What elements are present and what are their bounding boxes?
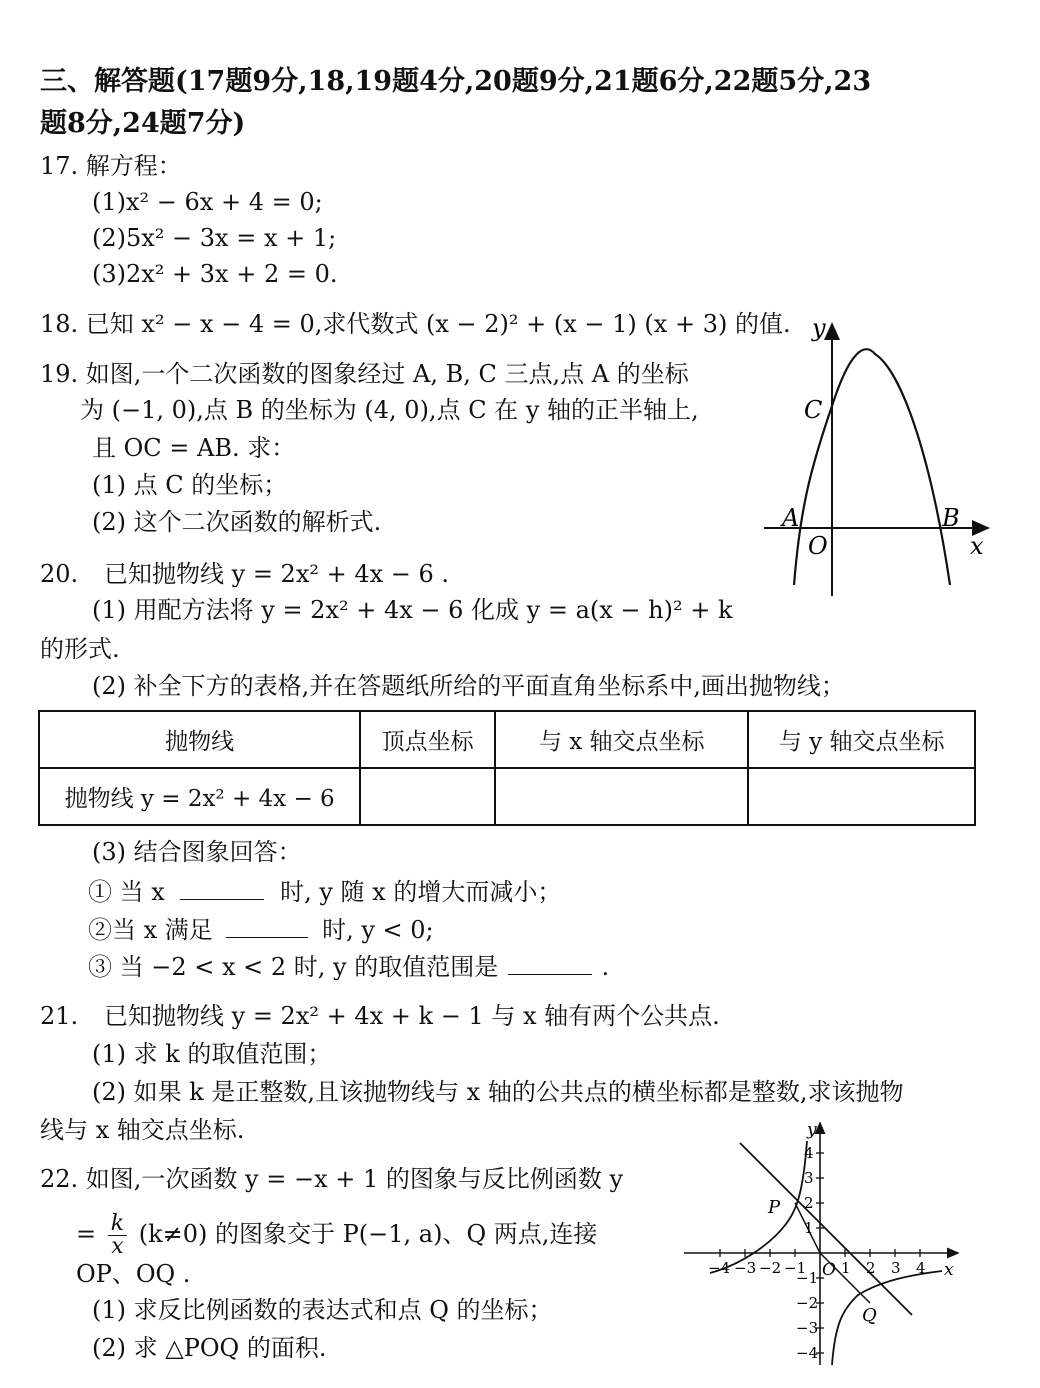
q19-part1: (1) 点 C 的坐标；: [92, 471, 288, 499]
x-tick-label: −4: [708, 1259, 731, 1277]
q20-sub2-suffix: 时, y < 0;: [322, 916, 434, 944]
y-tick-label: −3: [796, 1319, 819, 1337]
q22-line2: [76, 1213, 597, 1258]
y-tick-label: 4: [804, 1144, 814, 1162]
q22-fraction-denominator: x: [111, 1234, 124, 1259]
q18-stem: 18. 已知 x² − x − 4 = 0,求代数式 (x − 2)² + (x − 1) (x + 3) 的值.: [40, 310, 791, 338]
q19-part2: (2) 这个二次函数的解析式.: [92, 508, 382, 536]
q20-sub2-blank[interactable]: [226, 915, 308, 938]
x-tick-label: 2: [866, 1259, 876, 1277]
q20-part2: (2) 补全下方的表格,并在答题纸所给的平面直角坐标系中,画出抛物线；: [92, 672, 845, 700]
x-tick-label: −2: [759, 1259, 782, 1277]
section-title-line2: 题8分,24题7分): [40, 108, 246, 139]
q20-number: 20.: [40, 560, 79, 588]
hyperbola-branch-right: [832, 1271, 942, 1365]
q22-line2-rest: (k≠0) 的图象交于 P(−1, a)、Q 两点,连接: [138, 1220, 598, 1248]
q22-part1: (1) 求反比例函数的表达式和点 Q 的坐标；: [92, 1296, 553, 1324]
q20-sub3-suffix: .: [601, 953, 610, 981]
q20-sub3-prefix: ③ 当 −2 < x < 2 时, y 的取值范围是: [88, 953, 499, 981]
q17-part3: (3)2x² + 3x + 2 = 0.: [92, 260, 338, 288]
origin-label: O: [822, 1260, 836, 1280]
cell-vertex-blank[interactable]: [360, 768, 495, 825]
q20-stem: 已知抛物线 y = 2x² + 4x − 6 .: [104, 560, 450, 588]
x-tick-label: −3: [734, 1259, 757, 1277]
y-tick-label: 1: [804, 1219, 814, 1237]
y-tick-label: 2: [804, 1194, 814, 1212]
q17-stem: 17. 解方程：: [40, 152, 182, 180]
q20-part3: (3) 结合图象回答：: [92, 838, 302, 866]
q22-fraction: [108, 1213, 127, 1258]
x-tick-label: −1: [784, 1259, 807, 1277]
q20-sub3-blank[interactable]: [508, 952, 592, 975]
q20-sub3: [88, 952, 609, 979]
point-q-label: Q: [862, 1305, 877, 1326]
header-vertex: 顶点坐标: [360, 711, 495, 768]
point-b-label: B: [942, 504, 960, 532]
x-axis-label: x: [944, 1260, 954, 1280]
cell-x-intercepts-blank[interactable]: [495, 768, 748, 825]
q19-line3: 且 OC = AB. 求：: [92, 434, 296, 462]
q20-part1-line1: (1) 用配方法将 y = 2x² + 4x − 6 化成 y = a(x − h)² + k: [92, 596, 733, 624]
point-c-label: C: [804, 396, 823, 424]
point-p-label: P: [768, 1197, 781, 1218]
linear-function-line: [740, 1143, 912, 1315]
q22-part2: (2) 求 △POQ 的面积.: [92, 1334, 327, 1362]
cell-y-intercept-blank[interactable]: [748, 768, 975, 825]
q22-line1: 22. 如图,一次函数 y = −x + 1 的图象与反比例函数 y: [40, 1165, 624, 1193]
q21-part1: (1) 求 k 的取值范围；: [92, 1040, 332, 1068]
q21-stem: 已知抛物线 y = 2x² + 4x + k − 1 与 x 轴有两个公共点.: [104, 1002, 720, 1030]
y-tick-label: −1: [796, 1269, 819, 1287]
header-parabola: 抛物线: [39, 711, 360, 768]
q20-sub2: [88, 915, 434, 942]
header-y-intercept: 与 y 轴交点坐标: [748, 711, 975, 768]
y-axis-label: y: [812, 314, 826, 342]
q21-part2-line2: 线与 x 轴交点坐标.: [40, 1116, 245, 1144]
point-a-label: A: [782, 504, 800, 532]
q17-part2: (2)5x² − 3x = x + 1;: [92, 224, 337, 252]
q22-line3: OP、OQ .: [76, 1260, 191, 1288]
y-tick-label: −4: [796, 1344, 819, 1362]
q20-sub1-blank[interactable]: [180, 877, 264, 900]
y-tick-label: 3: [804, 1169, 814, 1187]
q19-line1: 19. 如图,一个二次函数的图象经过 A, B, C 三点,点 A 的坐标: [40, 360, 689, 388]
header-x-intercepts: 与 x 轴交点坐标: [495, 711, 748, 768]
q17-part1: (1)x² − 6x + 4 = 0;: [92, 188, 323, 216]
q20-sub1-prefix: ① 当 x: [88, 878, 165, 906]
x-tick-label: 3: [891, 1259, 901, 1277]
q20-sub2-prefix: ②当 x 满足: [88, 916, 213, 944]
origin-label: O: [808, 532, 828, 560]
q20-answer-table: [38, 710, 976, 826]
section-title-line1: 三、解答题(17题9分,18,19题4分,20题9分,21题6分,22题5分,23: [40, 66, 872, 97]
q22-fraction-numerator: k: [108, 1213, 127, 1236]
q20-sub1-suffix: 时, y 随 x 的增大而减小；: [280, 878, 562, 906]
x-axis-label: x: [970, 532, 984, 560]
table-header-row: [39, 711, 975, 768]
table-row: [39, 768, 975, 825]
q19-line2: 为 (−1, 0),点 B 的坐标为 (4, 0),点 C 在 y 轴的正半轴上,: [80, 396, 699, 424]
y-axis-label: y: [807, 1120, 817, 1140]
q20-sub1: [88, 877, 561, 904]
x-tick-label: 4: [916, 1259, 926, 1277]
q22-equals: =: [76, 1220, 97, 1248]
x-tick-label: 1: [841, 1259, 851, 1277]
q20-part1-line2: 的形式.: [40, 635, 120, 663]
q21-part2-line1: (2) 如果 k 是正整数,且该抛物线与 x 轴的公共点的横坐标都是整数,求该抛物: [92, 1078, 904, 1106]
y-tick-label: −2: [796, 1294, 819, 1312]
q21-number: 21.: [40, 1002, 79, 1030]
q19-parabola-figure: [760, 310, 1000, 610]
q22-function-figure: [680, 1115, 970, 1375]
cell-parabola: 抛物线 y = 2x² + 4x − 6: [39, 768, 360, 825]
